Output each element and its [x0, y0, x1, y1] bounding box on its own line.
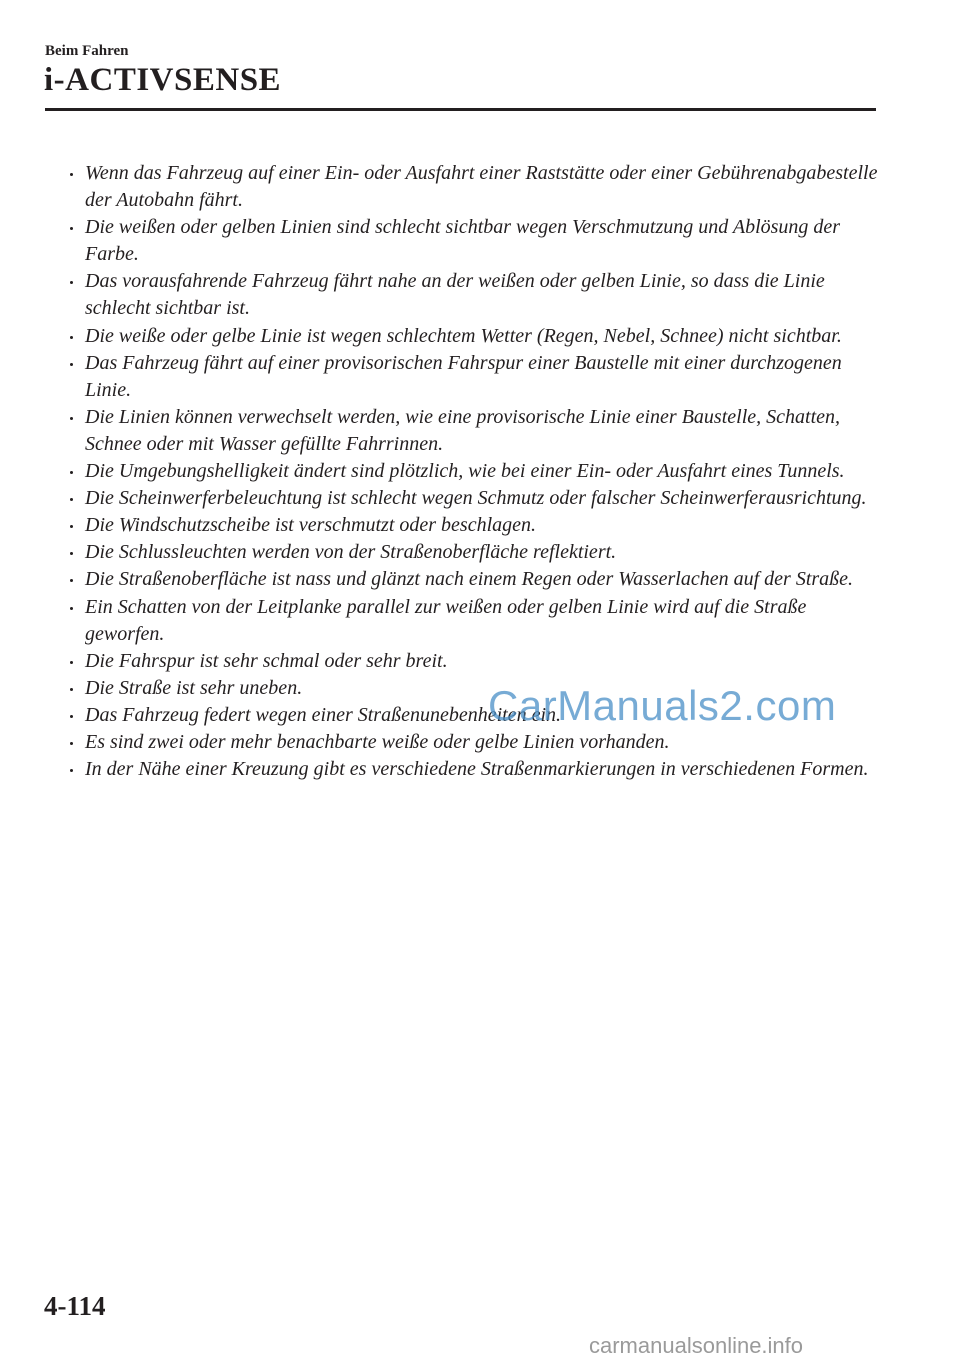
watermark-link[interactable]: CarManuals2.com [488, 682, 837, 729]
bullet-icon [70, 769, 73, 772]
list-item-text: Die Linien können verwechselt werden, wie eine provisorische Linie einer Baustelle, Schatten, Schnee oder mit Wasser gefüllte Fahrrinnen. [85, 405, 840, 455]
list-item-text: Das vorausfahrende Fahrzeug fährt nahe an der weißen oder gelben Linie, so dass die Linie schlecht sichtbar ist. [85, 270, 825, 320]
bullet-icon [70, 471, 73, 474]
bullet-icon [70, 417, 73, 420]
list-item-text: Die weißen oder gelben Linien sind schlecht sichtbar wegen Verschmutzung und Ablösung der Farbe. [85, 216, 841, 266]
header-divider [45, 108, 876, 111]
list-item [66, 404, 881, 458]
list-item-text: Die Schlussleuchten werden von der Straßenoberfläche reflektiert. [85, 541, 617, 564]
footer-watermark-link[interactable]: carmanualsonline.info [589, 1333, 804, 1358]
list-item-text: Die Fahrspur ist sehr schmal oder sehr breit. [85, 649, 448, 672]
chapter-title: i-ACTIVSENSE [44, 62, 282, 98]
list-item-text: Es sind zwei oder mehr benachbarte weiße oder gelbe Linien vorhanden. [85, 730, 670, 753]
list-item [66, 458, 881, 485]
bullet-icon [70, 715, 73, 718]
list-item [66, 566, 881, 593]
bullet-icon [70, 336, 73, 339]
list-item-text: Das Fahrzeug fährt auf einer provisorischen Fahrspur einer Baustelle mit einer durchzogenen Linie. [85, 351, 842, 401]
list-item [66, 485, 881, 512]
list-item-text: Ein Schatten von der Leitplanke parallel zur weißen oder gelben Linie wird auf die Straße geworfen. [85, 595, 807, 645]
bullet-icon [70, 281, 73, 284]
bullet-icon [70, 579, 73, 582]
section-label: Beim Fahren [45, 43, 129, 59]
list-item-text: Die Scheinwerferbeleuchtung ist schlecht wegen Schmutz oder falscher Scheinwerferausrichtung. [85, 487, 867, 510]
bullet-icon [70, 742, 73, 745]
list-item [66, 594, 881, 648]
list-item [66, 350, 881, 404]
list-item-text: Die weiße oder gelbe Linie ist wegen schlechtem Wetter (Regen, Nebel, Schnee) nicht sichtbar. [85, 324, 842, 347]
list-item [66, 323, 881, 350]
list-item-text: Die Windschutzscheibe ist verschmutzt oder beschlagen. [85, 514, 537, 537]
list-item [66, 268, 881, 322]
list-item-text: Wenn das Fahrzeug auf einer Ein- oder Ausfahrt einer Raststätte oder einer Gebührenabgabestelle der Autobahn fährt. [85, 162, 878, 212]
list-item [66, 729, 881, 756]
list-item-text: Die Straße ist sehr uneben. [85, 676, 303, 699]
bullet-icon [70, 525, 73, 528]
list-item-text: In der Nähe einer Kreuzung gibt es verschiedene Straßenmarkierungen in verschiedenen Formen. [85, 758, 869, 781]
list-item [66, 539, 881, 566]
list-item-text: Die Umgebungshelligkeit ändert sind plötzlich, wie bei einer Ein- oder Ausfahrt eines Tunnels. [85, 460, 845, 483]
bullet-icon [70, 688, 73, 691]
bullet-icon [70, 173, 73, 176]
bullet-icon [70, 607, 73, 610]
list-item [66, 512, 881, 539]
bullet-icon [70, 498, 73, 501]
list-item-text: Das Fahrzeug federt wegen einer Straßenunebenheiten ein. [85, 703, 561, 726]
bullet-icon [70, 363, 73, 366]
list-item [66, 756, 881, 783]
list-item [66, 648, 881, 675]
list-item [66, 160, 881, 214]
bullet-icon [70, 661, 73, 664]
list-item [66, 214, 881, 268]
bullet-icon [70, 552, 73, 555]
page-number: 4-114 [44, 1291, 106, 1321]
list-item-text: Die Straßenoberfläche ist nass und glänzt nach einem Regen oder Wasserlachen auf der Straße. [85, 568, 854, 591]
bullet-icon [70, 227, 73, 230]
